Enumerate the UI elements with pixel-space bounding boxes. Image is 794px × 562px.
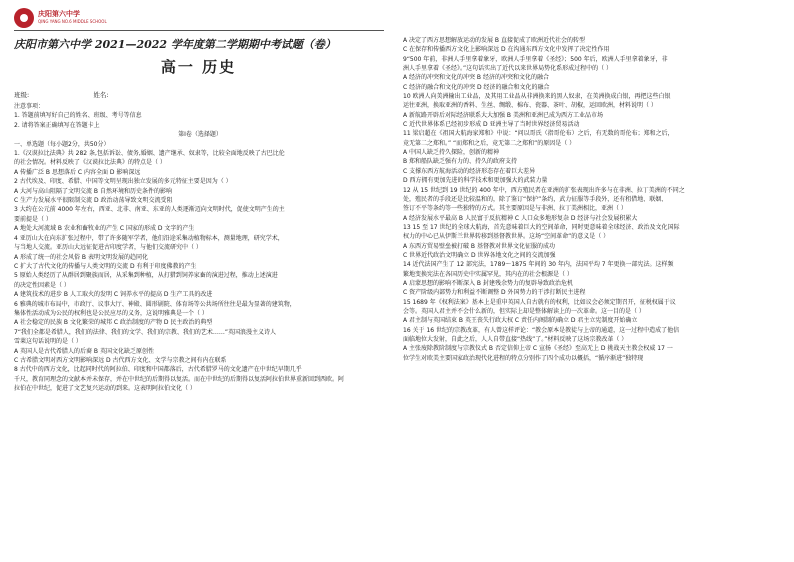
left-line: 的社会情况。材料反映了《汉谟拉比法典》的特点是（ ） [14, 159, 166, 167]
left-line: A 社会稳定的民族 B 文化繁荣的城邦 C 政治制度的产物 D 民主政治的典型 [14, 319, 213, 327]
left-line: 3 大约在公元前 4000 年左右，西亚、北非、南亚、东亚的人类逐渐迈向文明时代，促使文明产生的主 [14, 206, 285, 214]
right-line: 洲人手里拿着《圣经》。”这句话实出了近代以来世界局势化系形成过程中的（ ） [403, 65, 613, 73]
exam-title: 庆阳市第六中学 2021—2022 学年度第二学期期中考试题（卷） [14, 38, 336, 51]
left-line: 的决定性因素是（ ） [14, 281, 70, 289]
right-line: C 近代世界体系已经初步形成 D 亚洲主导了当时世界经济贸易活动 [403, 121, 580, 129]
right-line: 11 梁启超在《祖国大航海家郑和》中说：“问以哥氏（指哥伦布）之后，有无数的哥伦布；郑和之后， [403, 130, 674, 138]
left-line: 第Ⅰ卷（选择题） [178, 131, 222, 139]
right-line: 签订不平等条约等一些独特的方式。其主要原因是与非洲、拉丁美洲相比，亚洲（ ） [403, 205, 627, 213]
left-line: 集体性活动成为公民的权利也是公民应尽的义务，这说明雅典是一个（ ） [14, 309, 208, 317]
left-line: 要前提是（ ） [14, 215, 52, 223]
right-line: 会等。英国人君主并不会什么新的，但实际上却是整体解读上的一次革命。这一目的是（ ） [403, 307, 645, 315]
left-line: A 形成了统一的社会风俗 B 表明文明发展的趋同化 [14, 253, 148, 261]
right-line: C 资产阶级内部势力和利益不断调整 D 外国势力的干涉打断民主进程 [403, 289, 586, 297]
name-label: 姓名: [93, 91, 109, 99]
right-question-text [403, 36, 786, 363]
right-line: A 君主制与英国结束 B 英王丧失行政大权 C 责任内阁制的确立 D 君主立宪制度开始确立 [403, 317, 638, 325]
left-line: 1. 答题前填写好自己的姓名、班级、考号等信息 [14, 112, 142, 120]
right-line: A 新航路开辟后对际经济联系大大加强 B 美洲和亚洲已成为西方工业品市场 [403, 111, 603, 119]
right-line: C 经济的融合和文化的冲突 D 经济的融合和文化的融合 [403, 83, 550, 91]
left-line: 7“我们全都是希腊人，我们的法律、我们的文学、我们的宗教、我们的艺术……”英国浪漫主义诗人 [14, 328, 277, 336]
right-line: A 经济的冲突和文化的冲突 B 经济的冲突和文化的融合 [403, 74, 549, 82]
header-divider [14, 30, 384, 31]
right-line: A 启蒙思想的影响不断深入 B 封建残余势力的复辟导致政治危机 [403, 279, 573, 287]
right-line: 15 1689 年《权利法案》基本上是重申英国人自古就有的权利，比如议会必须定期召开，征税权属于议 [403, 298, 676, 306]
left-line: A 大河与高山阻隔了文明交流 B 自然环境和历史条件的影响 [14, 187, 172, 195]
right-line: 运往亚洲，换取亚洲的香料、生丝、绸缎、棉布、瓷器、茶叶、胡椒，运回欧洲，材料说明（ ） [403, 102, 657, 110]
student-info [14, 90, 109, 99]
right-line: C 在保存和传播西方文化上影响深远 D 在沟通东西方文化中发挥了决定性作用 [403, 46, 610, 54]
left-line: C 生产力发展水平很限制交流 D 政治动荡导致文明交流受阻 [14, 197, 173, 205]
school-logo-icon [14, 8, 34, 28]
right-line: A 中国人缺乏持久探险，创新的精神 [403, 149, 500, 157]
school-header [14, 8, 384, 30]
right-line: 9“500 年前，非洲人手里拿着象牙，欧洲人手里拿着《圣经》；500 年后，欧洲人手里拿着象牙，非 [403, 55, 668, 63]
right-line: 12 从 15 世纪到 19 世纪的 400 年中，西方殖民者在亚洲的扩张表现出许多与在非洲、拉丁美洲的不同之 [403, 186, 685, 194]
right-line: C 支撑东西方航海活动的经济形态存在着巨大差异 [403, 167, 536, 175]
left-line: C 古希腊文明对西方文明影响深远 D 古代西方文化、文学与宗教之间有内在联系 [14, 356, 227, 364]
right-line: A 决定了西方思想解放运动的发展 B 直接促成了欧洲近代社会的转型 [403, 37, 585, 44]
right-line: A 经济发展水平最高 B 人民富于反抗精神 C 人口众多地形复杂 D 经济与社会发展积累大 [403, 214, 638, 222]
right-line: B 郑和船队缺乏强有力的、持久的政府支持 [403, 158, 518, 166]
right-line: 位学生对欧美主要国家政治现代化进程的特点分别作了四个成功以概括，“循序渐进”独特现 [403, 354, 644, 362]
school-name: 庆阳第六中学 [38, 10, 80, 18]
class-label: 班级: [14, 91, 30, 99]
left-line: A 地处大河流域 B 农业和畜牧业的产生 C 国家的形成 D 文字的产生 [14, 225, 195, 233]
left-line: 6 雅典的城市布局中，市政厅、议事大厅、神殿、圆形剧院、体育场等公共场所往往是最为显著的建筑物， [14, 300, 296, 308]
subject-title: 高一 历史 [160, 58, 237, 76]
right-line: A 主张废除教阶制度与宗教仪式 B 否定信仰上帝 C 宣扬《圣经》至高无上 D 挑战天主教会权威 17 一 [403, 345, 673, 353]
left-line: 5 原始人类经历了从群居到聚族而居，从采集到种植，从打猎到饲养家畜的演进过程，推动上述演进 [14, 272, 278, 280]
left-line: A 英国人是古代希腊人的后裔 B 英国文化缺乏原创性 [14, 347, 154, 355]
right-line: 14 近代法国产生了 12 部宪法，1789～1875 年间的 30 年内，法国平均 7 年更换一部宪法。这样频 [403, 261, 674, 269]
right-line: 权力的中心已从伊斯兰世界转移到基督教世界。这场“空间革命”的意义是（ ） [403, 233, 610, 241]
left-line: 1.《汉谟拉比法典》共 282 条,包括诉讼、债务,婚姻、遗产继承、奴隶等，比较全面地反映了古巴比伦 [14, 150, 285, 158]
left-line: 2 古代埃及、印度、希腊、中国等文明呈现出独立发展的多元特征主要是因为（ ） [14, 178, 232, 186]
left-line: 雪莱这句话说明的是（ ） [14, 338, 82, 346]
right-line: 竟无第二之郑和。” “而郑和之后，竟无第二之郑和”的原因是（ ） [403, 139, 576, 147]
school-name-en: QING YANG NO.6 MIDDLE SCHOOL [38, 19, 107, 24]
left-line: 2. 请将答案正确填写在答题卡上 [14, 121, 100, 129]
left-line: A 建筑技术的进步 B 人工取火的发明 C 饲养水平的提高 D 生产工具的改进 [14, 291, 213, 299]
left-line: 8 古代中的西方文化，比起同时代的阿拉伯、印度和中国都落后，古代希腊罗马的文化遗产在中世纪早期几乎 [14, 366, 302, 374]
left-line: 千尺，教育同理念的文献本并未保存，并在中世纪的后期得以复活。而在中世纪的后期得以复活阿拉伯世界重新回到西欧。阿 [14, 375, 345, 383]
left-line: 4 亚历山大在向东扩张过程中，带了许多随军学者，他们沿途采集动植物标本，测量地理，研究学术， [14, 234, 284, 242]
left-line: 与当地人交流。亚历山大远征促进古印度学者，与他们交流研究中（ ） [14, 244, 202, 252]
right-line: D 西方拥有更加先进的科学技术和更加强大的武装力量 [403, 177, 548, 185]
left-line: 一、单选题（每小题2分，共50分） [14, 140, 110, 148]
left-line: A 传播广泛 B 思想落后 C 内容全面 D 影响深远 [14, 168, 141, 176]
right-line: 处，殖民者的手段还是比较温和的，除了鉴订“保护”条约，武力征服等手段外，还有租借地、联姻、 [403, 195, 668, 203]
right-line: 13 15 至 17 世纪的全球大航海，首先意味着巨大的空间革命，同时更意味着全球经济、政治及文化国际 [403, 223, 680, 231]
right-line: A 东西方贸易壁垒被打破 B 基督教对世界文化征服的成功 [403, 242, 555, 250]
left-question-text [14, 102, 386, 394]
right-column [397, 0, 794, 562]
left-line: 拉伯在中世纪，促进了文艺复兴运动的到来。这表明阿拉伯文化（ ） [14, 385, 196, 393]
left-line: 注意事项： [14, 103, 45, 110]
right-line: C 世界近代政治文明确立 D 世界各地文化之间的交流加强 [403, 251, 556, 259]
left-line: C 扩大了古代文化的传播与人类文明的交流 D 有利于印度佛教的产生 [14, 262, 197, 270]
right-line: 繁地变换宪法在各国历史中实属罕见，其内在的社会根源是（ ） [403, 270, 573, 278]
right-line: 10 欧洲人向美洲输出工业品，及其用工业品从非洲换来的黑人奴隶，在美洲换成白银，再把这些白银 [403, 93, 671, 101]
right-line: 16 关于 16 世纪的宗教改革，有人曾这样评论：“教会原本是教徒与上帝的通道，这一过程中造成了他信 [403, 326, 680, 334]
right-line: 面临地位大发射，自此之后，人人自带直接“热线”了。”材料反映了这场宗教改革（ ） [403, 336, 628, 343]
